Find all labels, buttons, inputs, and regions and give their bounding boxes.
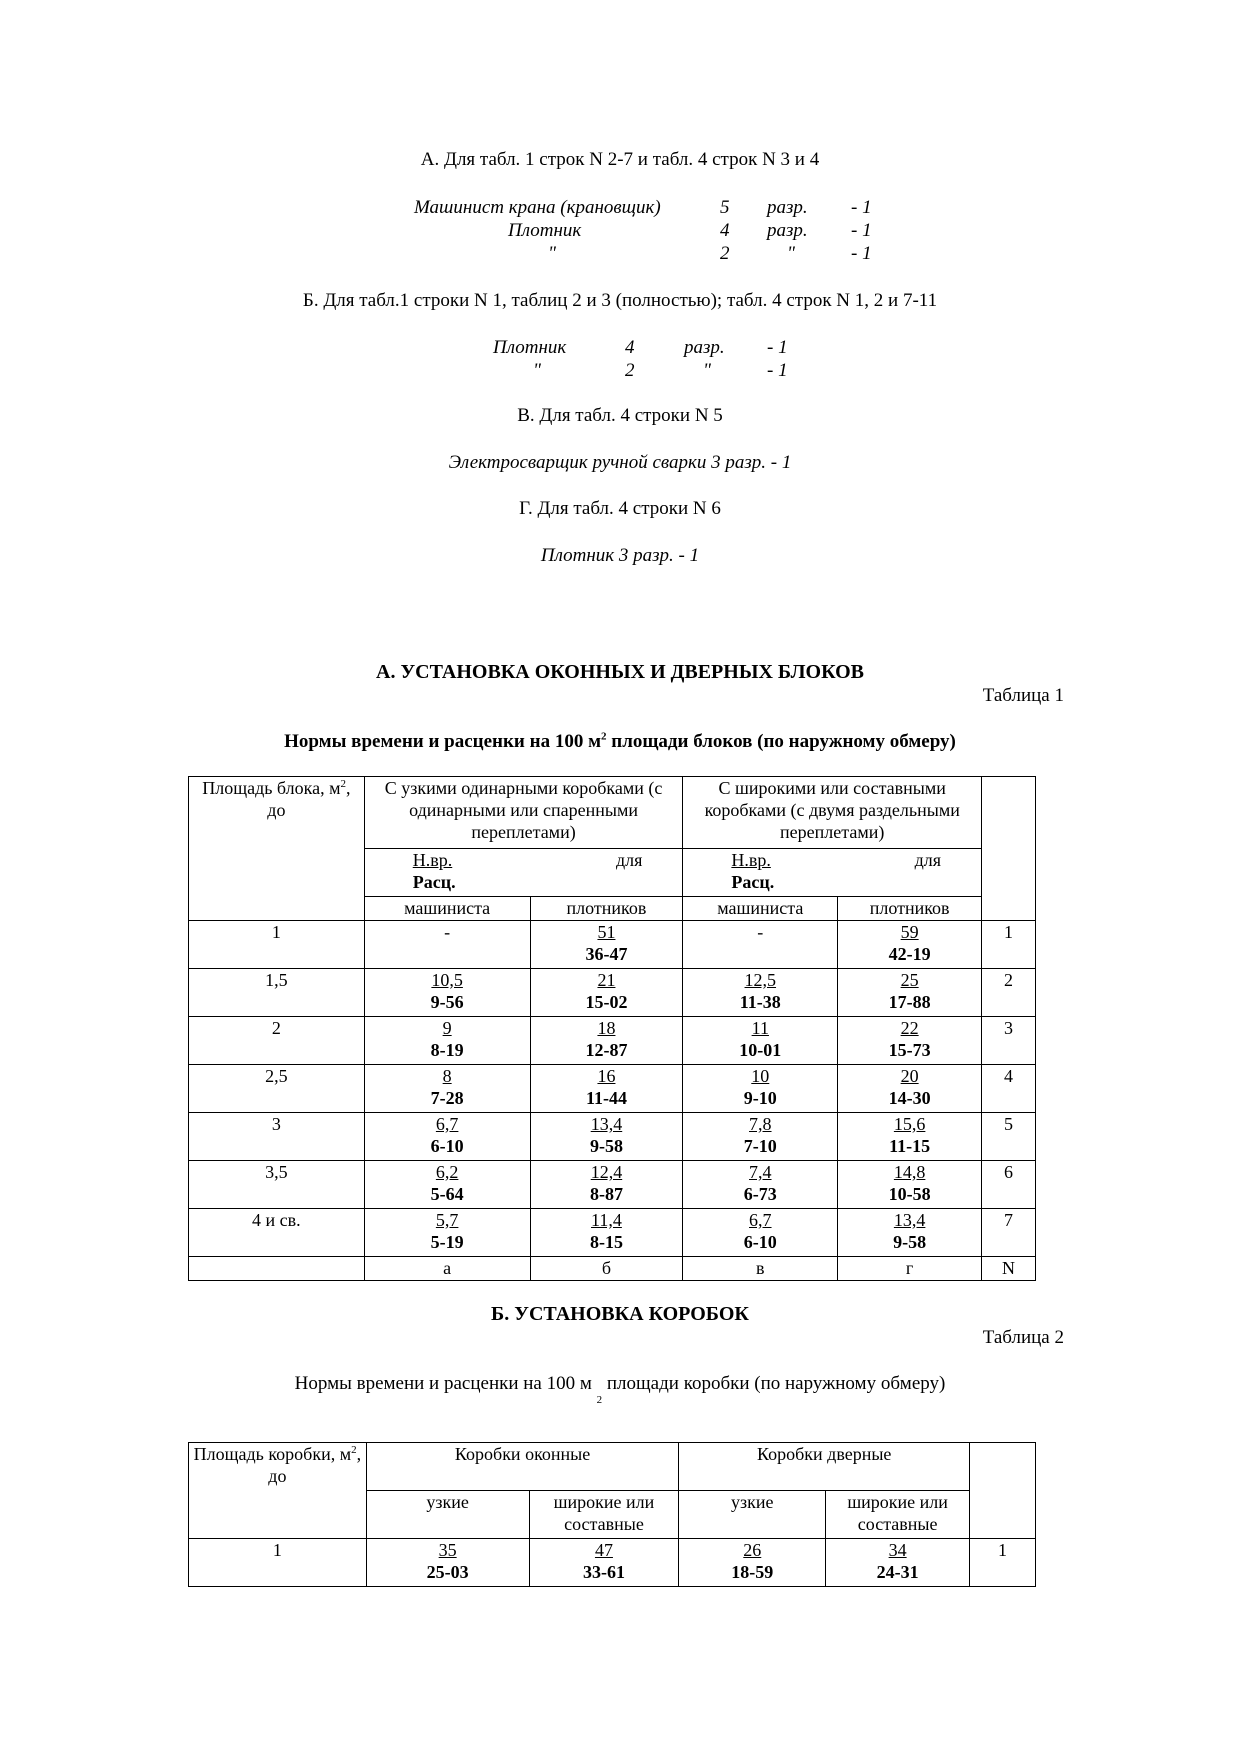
crew-a-heading: А. Для табл. 1 строк N 2-7 и табл. 4 строк N 3 и 4 bbox=[420, 149, 820, 170]
t1-c4-cell bbox=[838, 1017, 982, 1065]
t1-norm: 18 bbox=[597, 1018, 616, 1038]
crew-g-text: Плотник 3 разр. - 1 bbox=[540, 545, 700, 566]
t1-c2-cell bbox=[530, 1161, 683, 1209]
t2-rate: 24-31 bbox=[876, 1562, 919, 1582]
t1-norm: 21 bbox=[597, 970, 616, 990]
t1-rate: 6-10 bbox=[743, 1232, 777, 1252]
t1-area-cell: 4 и св. bbox=[189, 1209, 365, 1257]
t1-rate: 17-88 bbox=[888, 992, 931, 1012]
t1-row bbox=[189, 1017, 1036, 1065]
t1-area-cell: 1,5 bbox=[189, 969, 365, 1017]
t1-header-nvr-1: Н.вр. для Расц. bbox=[364, 849, 683, 897]
t1-rate: 9-56 bbox=[430, 992, 464, 1012]
t1-rate: 9-10 bbox=[743, 1088, 777, 1108]
t1-rate: 6-73 bbox=[743, 1184, 777, 1204]
t1-no-cell: 2 bbox=[982, 969, 1036, 1017]
t1-header-group1: С узкими одинарными коробками (с одинарными или спаренными переплетами) bbox=[364, 777, 683, 849]
t1-no-cell: 5 bbox=[982, 1113, 1036, 1161]
t1-rate: 5-19 bbox=[430, 1232, 464, 1252]
crew-a-name-2: Плотник bbox=[508, 220, 582, 241]
t2-norm: 47 bbox=[594, 1540, 613, 1560]
table-2-number: Таблица 2 bbox=[982, 1327, 1064, 1348]
crew-a-grade-1: 5 bbox=[720, 197, 730, 218]
t1-c4-cell bbox=[838, 1065, 982, 1113]
t1-c2-cell bbox=[530, 1209, 683, 1257]
t2-c1-cell bbox=[366, 1539, 529, 1587]
crew-b-list bbox=[0, 337, 1240, 383]
crew-a-unit-1: разр. bbox=[767, 197, 808, 218]
t1-c4-cell bbox=[838, 1161, 982, 1209]
t1-rate: 7-10 bbox=[743, 1136, 777, 1156]
t1-norm: - bbox=[444, 922, 451, 942]
section-b-title: Б. УСТАНОВКА КОРОБОК bbox=[491, 1303, 749, 1325]
t1-header-area: Площадь блока, $м^2$, до bbox=[189, 777, 365, 921]
t1-norm: 12,4 bbox=[590, 1162, 623, 1182]
t1-no-cell: 7 bbox=[982, 1209, 1036, 1257]
t1-c3-cell bbox=[683, 1017, 838, 1065]
t2-header-wide-1: широкие или составные bbox=[529, 1491, 679, 1539]
crew-a-grade-2: 4 bbox=[720, 220, 730, 241]
t1-norm: 51 bbox=[597, 922, 616, 942]
crew-g-heading: Г. Для табл. 4 строки N 6 bbox=[519, 498, 721, 519]
t1-rate: 11-38 bbox=[739, 992, 781, 1012]
crew-b-heading: Б. Для табл.1 строки N 1, таблиц 2 и 3 (полностью); табл. 4 строк N 1, 2 и 7-11 bbox=[302, 290, 938, 311]
t1-footer-c3: в bbox=[683, 1257, 838, 1281]
t1-area-cell: 1 bbox=[189, 921, 365, 969]
t1-footer-no: N bbox=[982, 1257, 1036, 1281]
t1-rate: 36-47 bbox=[585, 944, 628, 964]
t2-norm: 35 bbox=[438, 1540, 457, 1560]
crew-b-count-2: - 1 bbox=[767, 360, 788, 381]
t1-c2-cell bbox=[530, 1065, 683, 1113]
t1-rate: 42-19 bbox=[888, 944, 931, 964]
t2-c4-cell bbox=[826, 1539, 970, 1587]
t1-footer-row bbox=[189, 1257, 1036, 1281]
t1-norm: 16 bbox=[597, 1066, 616, 1086]
t1-no-cell: 3 bbox=[982, 1017, 1036, 1065]
t1-rate: 5-64 bbox=[430, 1184, 464, 1204]
crew-b-unit-1: разр. bbox=[684, 337, 725, 358]
t1-rate: 14-30 bbox=[888, 1088, 931, 1108]
t1-c1-cell bbox=[364, 1161, 530, 1209]
crew-a-count-1: - 1 bbox=[851, 197, 872, 218]
t2-header-narrow-1: узкие bbox=[366, 1491, 529, 1539]
t1-c4-cell bbox=[838, 1113, 982, 1161]
t1-no-cell: 6 bbox=[982, 1161, 1036, 1209]
t1-c4-cell bbox=[838, 921, 982, 969]
crew-a-count-2: - 1 bbox=[851, 220, 872, 241]
t1-area-cell: 2 bbox=[189, 1017, 365, 1065]
t1-norm: 13,4 bbox=[893, 1210, 926, 1230]
t1-norm: 10 bbox=[751, 1066, 770, 1086]
crew-a-count-3: - 1 bbox=[851, 243, 872, 264]
t1-c3-cell bbox=[683, 1161, 838, 1209]
t1-rate: 8-19 bbox=[430, 1040, 464, 1060]
t1-no-cell: 1 bbox=[982, 921, 1036, 969]
crew-b-name-2: " bbox=[533, 360, 541, 381]
t1-norm: 20 bbox=[900, 1066, 919, 1086]
t1-rate: 9-58 bbox=[589, 1136, 623, 1156]
t1-footer-empty bbox=[189, 1257, 365, 1281]
t1-footer-c4: г bbox=[838, 1257, 982, 1281]
crew-a-unit-3: " bbox=[787, 243, 795, 264]
table-2-caption-sub: 2 bbox=[596, 1394, 603, 1406]
t2-area-cell: 1 bbox=[189, 1539, 367, 1587]
t1-norm: 12,5 bbox=[744, 970, 777, 990]
t1-rate: 8-87 bbox=[589, 1184, 623, 1204]
crew-b-grade-1: 4 bbox=[625, 337, 635, 358]
table-2-caption bbox=[0, 1373, 1240, 1406]
t1-rate: 9-58 bbox=[893, 1232, 927, 1252]
t1-header-group2: С широкими или составными коробками (с двумя раздельными переплетами) bbox=[683, 777, 982, 849]
t1-rate: 11-15 bbox=[889, 1136, 931, 1156]
t1-footer-c1: а bbox=[364, 1257, 530, 1281]
t1-c3-cell bbox=[683, 1209, 838, 1257]
t1-c4-cell bbox=[838, 1209, 982, 1257]
t2-header-no bbox=[970, 1443, 1036, 1539]
t1-c3-cell bbox=[683, 1065, 838, 1113]
t1-rate: 8-15 bbox=[589, 1232, 623, 1252]
t1-c2-cell bbox=[530, 1113, 683, 1161]
t1-c2-cell bbox=[530, 969, 683, 1017]
t1-c2-cell bbox=[530, 1017, 683, 1065]
table-1-caption bbox=[0, 731, 1240, 753]
t1-row bbox=[189, 1209, 1036, 1257]
t1-norm: 25 bbox=[900, 970, 919, 990]
t2-rate: 33-61 bbox=[582, 1562, 625, 1582]
t1-rate: 15-73 bbox=[888, 1040, 931, 1060]
t1-norm: 14,8 bbox=[893, 1162, 926, 1182]
t1-c1-cell bbox=[364, 1065, 530, 1113]
t1-c3-cell bbox=[683, 969, 838, 1017]
t1-c1-cell bbox=[364, 1017, 530, 1065]
t1-norm: 8 bbox=[442, 1066, 452, 1086]
t1-row bbox=[189, 1161, 1036, 1209]
t1-norm: 6,2 bbox=[435, 1162, 459, 1182]
table-1-number: Таблица 1 bbox=[982, 685, 1064, 706]
t2-header-area: Площадь коробки, $м^2$, до bbox=[189, 1443, 367, 1539]
t1-norm: - bbox=[757, 922, 764, 942]
crew-a-list bbox=[0, 197, 1240, 267]
t2-header-narrow-2: узкие bbox=[679, 1491, 826, 1539]
table-2 bbox=[188, 1442, 1036, 1587]
t1-no-cell: 4 bbox=[982, 1065, 1036, 1113]
crew-v-text: Электросварщик ручной сварки 3 разр. - 1 bbox=[448, 452, 792, 473]
t2-header-door: Коробки дверные bbox=[679, 1443, 970, 1491]
crew-a-unit-2: разр. bbox=[767, 220, 808, 241]
t1-rate: 15-02 bbox=[585, 992, 628, 1012]
t1-c1-cell bbox=[364, 969, 530, 1017]
table-1-caption-post: площади блоков (по наружному обмеру) bbox=[606, 731, 956, 752]
table-1-caption-sup: 2 bbox=[601, 730, 607, 743]
crew-v-heading: В. Для табл. 4 строки N 5 bbox=[517, 405, 723, 426]
t1-rate: 10-01 bbox=[739, 1040, 782, 1060]
t1-header-carp-2: плотников bbox=[838, 897, 982, 921]
t2-rate: 25-03 bbox=[426, 1562, 469, 1582]
crew-b-unit-2: " bbox=[703, 360, 711, 381]
t1-header-no bbox=[982, 777, 1036, 921]
t1-header-mach-2: машиниста bbox=[683, 897, 838, 921]
table-2-caption-pre: Нормы времени и расценки на 100 м bbox=[294, 1373, 592, 1394]
t1-norm: 22 bbox=[900, 1018, 919, 1038]
t2-row bbox=[189, 1539, 1036, 1587]
t1-norm: 59 bbox=[900, 922, 919, 942]
t1-header-carp-1: плотников bbox=[530, 897, 683, 921]
t2-rate: 18-59 bbox=[731, 1562, 774, 1582]
t1-norm: 7,8 bbox=[749, 1114, 772, 1134]
t1-c2-cell bbox=[530, 921, 683, 969]
t1-footer-c2: б bbox=[530, 1257, 683, 1281]
table-2-caption-post: площади коробки (по наружному обмеру) bbox=[606, 1373, 946, 1394]
section-a-title: А. УСТАНОВКА ОКОННЫХ И ДВЕРНЫХ БЛОКОВ bbox=[376, 661, 864, 683]
t1-row bbox=[189, 1113, 1036, 1161]
t1-norm: 11,4 bbox=[591, 1210, 622, 1230]
t1-c3-cell bbox=[683, 921, 838, 969]
t1-c1-cell bbox=[364, 1113, 530, 1161]
crew-a-name-1: Машинист крана (крановщик) bbox=[414, 197, 661, 218]
t1-header-nvr-2: Н.вр. для Расц. bbox=[683, 849, 982, 897]
t2-header-window: Коробки оконные bbox=[366, 1443, 679, 1491]
t1-c1-cell bbox=[364, 1209, 530, 1257]
t1-rate: 7-28 bbox=[430, 1088, 464, 1108]
crew-a-grade-3: 2 bbox=[720, 243, 730, 264]
table-1-caption-pre: Нормы времени и расценки на 100 м bbox=[284, 731, 602, 752]
t1-norm: 6,7 bbox=[435, 1114, 459, 1134]
t1-area-cell: 3 bbox=[189, 1113, 365, 1161]
t1-norm: 9 bbox=[442, 1018, 452, 1038]
t2-norm: 26 bbox=[743, 1540, 762, 1560]
t1-norm: 13,4 bbox=[590, 1114, 623, 1134]
crew-b-count-1: - 1 bbox=[767, 337, 788, 358]
t1-rate: 10-58 bbox=[888, 1184, 931, 1204]
t1-row bbox=[189, 1065, 1036, 1113]
t2-norm: 34 bbox=[888, 1540, 907, 1560]
crew-b-grade-2: 2 bbox=[625, 360, 635, 381]
t1-rate: 11-44 bbox=[585, 1088, 627, 1108]
t1-c4-cell bbox=[838, 969, 982, 1017]
t1-rate: 6-10 bbox=[430, 1136, 464, 1156]
t1-norm: 11 bbox=[751, 1018, 769, 1038]
t1-norm: 7,4 bbox=[749, 1162, 772, 1182]
t2-header-wide-2: широкие или составные bbox=[826, 1491, 970, 1539]
t1-norm: 6,7 bbox=[749, 1210, 772, 1230]
t1-row bbox=[189, 921, 1036, 969]
t1-norm: 15,6 bbox=[893, 1114, 926, 1134]
crew-b-name-1: Плотник bbox=[493, 337, 567, 358]
crew-a-name-3: " bbox=[548, 243, 556, 264]
t1-area-cell: 3,5 bbox=[189, 1161, 365, 1209]
table-1 bbox=[188, 776, 1036, 1281]
t1-header-mach-1: машиниста bbox=[364, 897, 530, 921]
t2-c2-cell bbox=[529, 1539, 679, 1587]
t1-rate: 12-87 bbox=[585, 1040, 628, 1060]
t1-norm: 10,5 bbox=[431, 970, 463, 990]
t1-c3-cell bbox=[683, 1113, 838, 1161]
t1-area-cell: 2,5 bbox=[189, 1065, 365, 1113]
t2-c3-cell bbox=[679, 1539, 826, 1587]
t1-c1-cell bbox=[364, 921, 530, 969]
t1-row bbox=[189, 969, 1036, 1017]
t1-norm: 5,7 bbox=[435, 1210, 459, 1230]
t2-no-cell: 1 bbox=[970, 1539, 1036, 1587]
